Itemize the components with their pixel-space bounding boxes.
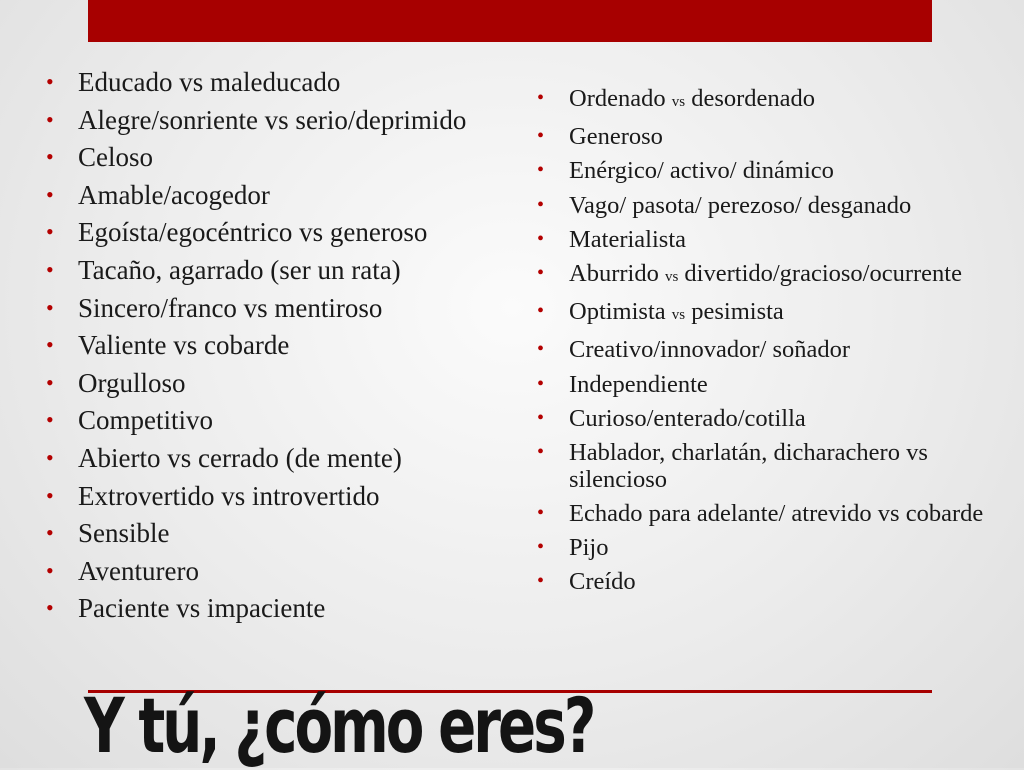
list-item-text: Sensible <box>78 518 170 549</box>
list-item <box>537 157 997 184</box>
list-item-text: Curioso/enterado/cotilla <box>569 404 806 432</box>
list-item <box>46 518 516 548</box>
list-item <box>46 330 516 360</box>
list-item-text: Pijo <box>569 534 609 562</box>
list-item-vs: vs <box>664 268 679 285</box>
list-item <box>537 192 997 219</box>
top-accent-bar <box>88 0 932 42</box>
list-item-text: Vago/ pasota/ perezoso/ desganado <box>569 191 912 219</box>
bullet-icon: • <box>46 69 54 94</box>
list-item-text: Sincero/franco vs mentiroso <box>78 292 383 323</box>
list-item <box>46 255 516 285</box>
list-item <box>537 298 997 329</box>
bullet-icon: • <box>46 444 54 470</box>
bullet-icon: • <box>537 502 545 525</box>
list-item-text: Echado para adelante/ atrevido vs cobarde <box>569 500 984 528</box>
bullet-icon: • <box>537 338 545 361</box>
bullet-icon: • <box>46 332 54 358</box>
bullet-icon: • <box>46 595 54 621</box>
bullet-icon: • <box>537 372 545 395</box>
list-item-text: desordenado <box>685 85 816 112</box>
bullet-icon: • <box>46 407 54 433</box>
list-item <box>46 593 516 623</box>
bullet-icon: • <box>537 536 545 559</box>
list-item <box>537 260 997 291</box>
bullet-icon: • <box>46 520 54 546</box>
list-item <box>46 481 516 511</box>
bullet-icon: • <box>46 181 54 207</box>
list-item <box>537 439 997 493</box>
bullet-icon: • <box>46 219 54 245</box>
list-item <box>46 180 516 210</box>
list-item-text: Educado vs maleducado <box>78 67 341 97</box>
bullet-icon: • <box>537 570 545 593</box>
list-item-text: Celoso <box>78 142 154 173</box>
list-item-text: Alegre/sonriente vs serio/deprimido <box>78 104 467 135</box>
bullet-icon: • <box>46 482 54 508</box>
bullet-icon: • <box>537 227 545 250</box>
bullet-icon: • <box>46 106 54 132</box>
list-item <box>537 85 997 116</box>
list-item <box>537 371 997 398</box>
list-item-text: Enérgico/ activo/ dinámico <box>569 157 834 185</box>
list-item-text: Abierto vs cerrado (de mente) <box>78 442 402 473</box>
list-item-text: pesimista <box>685 298 784 326</box>
list-item <box>46 217 516 247</box>
bullet-icon: • <box>46 294 54 320</box>
list-item <box>537 500 997 527</box>
bullet-icon: • <box>46 369 54 395</box>
list-item-text: Hablador, charlatán, dicharachero vs silencioso <box>569 438 928 493</box>
bullet-icon: • <box>537 406 545 429</box>
bullet-icon: • <box>46 557 54 583</box>
list-item <box>537 336 997 363</box>
bullet-icon: • <box>537 125 545 148</box>
list-item <box>46 105 516 135</box>
list-item-text: Ordenado <box>569 85 672 112</box>
list-item-text: Valiente vs cobarde <box>78 330 290 361</box>
list-item <box>46 67 516 97</box>
list-item <box>46 142 516 172</box>
list-item <box>537 123 997 150</box>
list-item-vs: vs <box>671 307 686 324</box>
list-item-text: Egoísta/egocéntrico vs generoso <box>78 217 428 248</box>
list-item-text: Orgulloso <box>78 367 186 398</box>
list-item <box>46 405 516 435</box>
list-item-vs: vs <box>671 94 686 110</box>
list-item-text: Optimista <box>569 298 672 326</box>
right-trait-list <box>537 85 997 603</box>
list-item <box>46 556 516 586</box>
bullet-icon: • <box>537 193 545 216</box>
slide-title: Y tú, ¿cómo eres? <box>84 681 594 770</box>
bullet-icon: • <box>537 261 545 284</box>
bullet-icon: • <box>537 159 545 182</box>
bullet-icon: • <box>537 300 545 323</box>
list-item <box>537 568 997 595</box>
list-item-text: Extrovertido vs introvertido <box>78 480 380 511</box>
list-item-text: Creativo/innovador/ soñador <box>569 336 851 364</box>
list-item-text: Paciente vs impaciente <box>78 593 326 624</box>
list-item <box>46 368 516 398</box>
list-item-text: Amable/acogedor <box>78 179 270 210</box>
list-item-text: divertido/gracioso/ocurrente <box>678 259 962 287</box>
list-item <box>537 226 997 253</box>
list-item-text: Aburrido <box>569 259 665 287</box>
list-item <box>537 534 997 561</box>
list-item-text: Tacaño, agarrado (ser un rata) <box>78 254 401 285</box>
list-item-text: Generoso <box>569 123 663 151</box>
list-item-text: Materialista <box>569 225 687 253</box>
left-trait-list <box>46 67 516 631</box>
list-item <box>46 293 516 323</box>
bullet-icon: • <box>46 144 54 170</box>
bullet-icon: • <box>537 440 545 463</box>
list-item <box>46 443 516 473</box>
bullet-icon: • <box>46 256 54 282</box>
list-item-text: Independiente <box>569 370 708 398</box>
list-item-text: Competitivo <box>78 405 213 436</box>
list-item <box>537 405 997 432</box>
list-item-text: Creído <box>569 568 636 596</box>
bullet-icon: • <box>537 87 545 109</box>
list-item-text: Aventurero <box>78 555 199 586</box>
